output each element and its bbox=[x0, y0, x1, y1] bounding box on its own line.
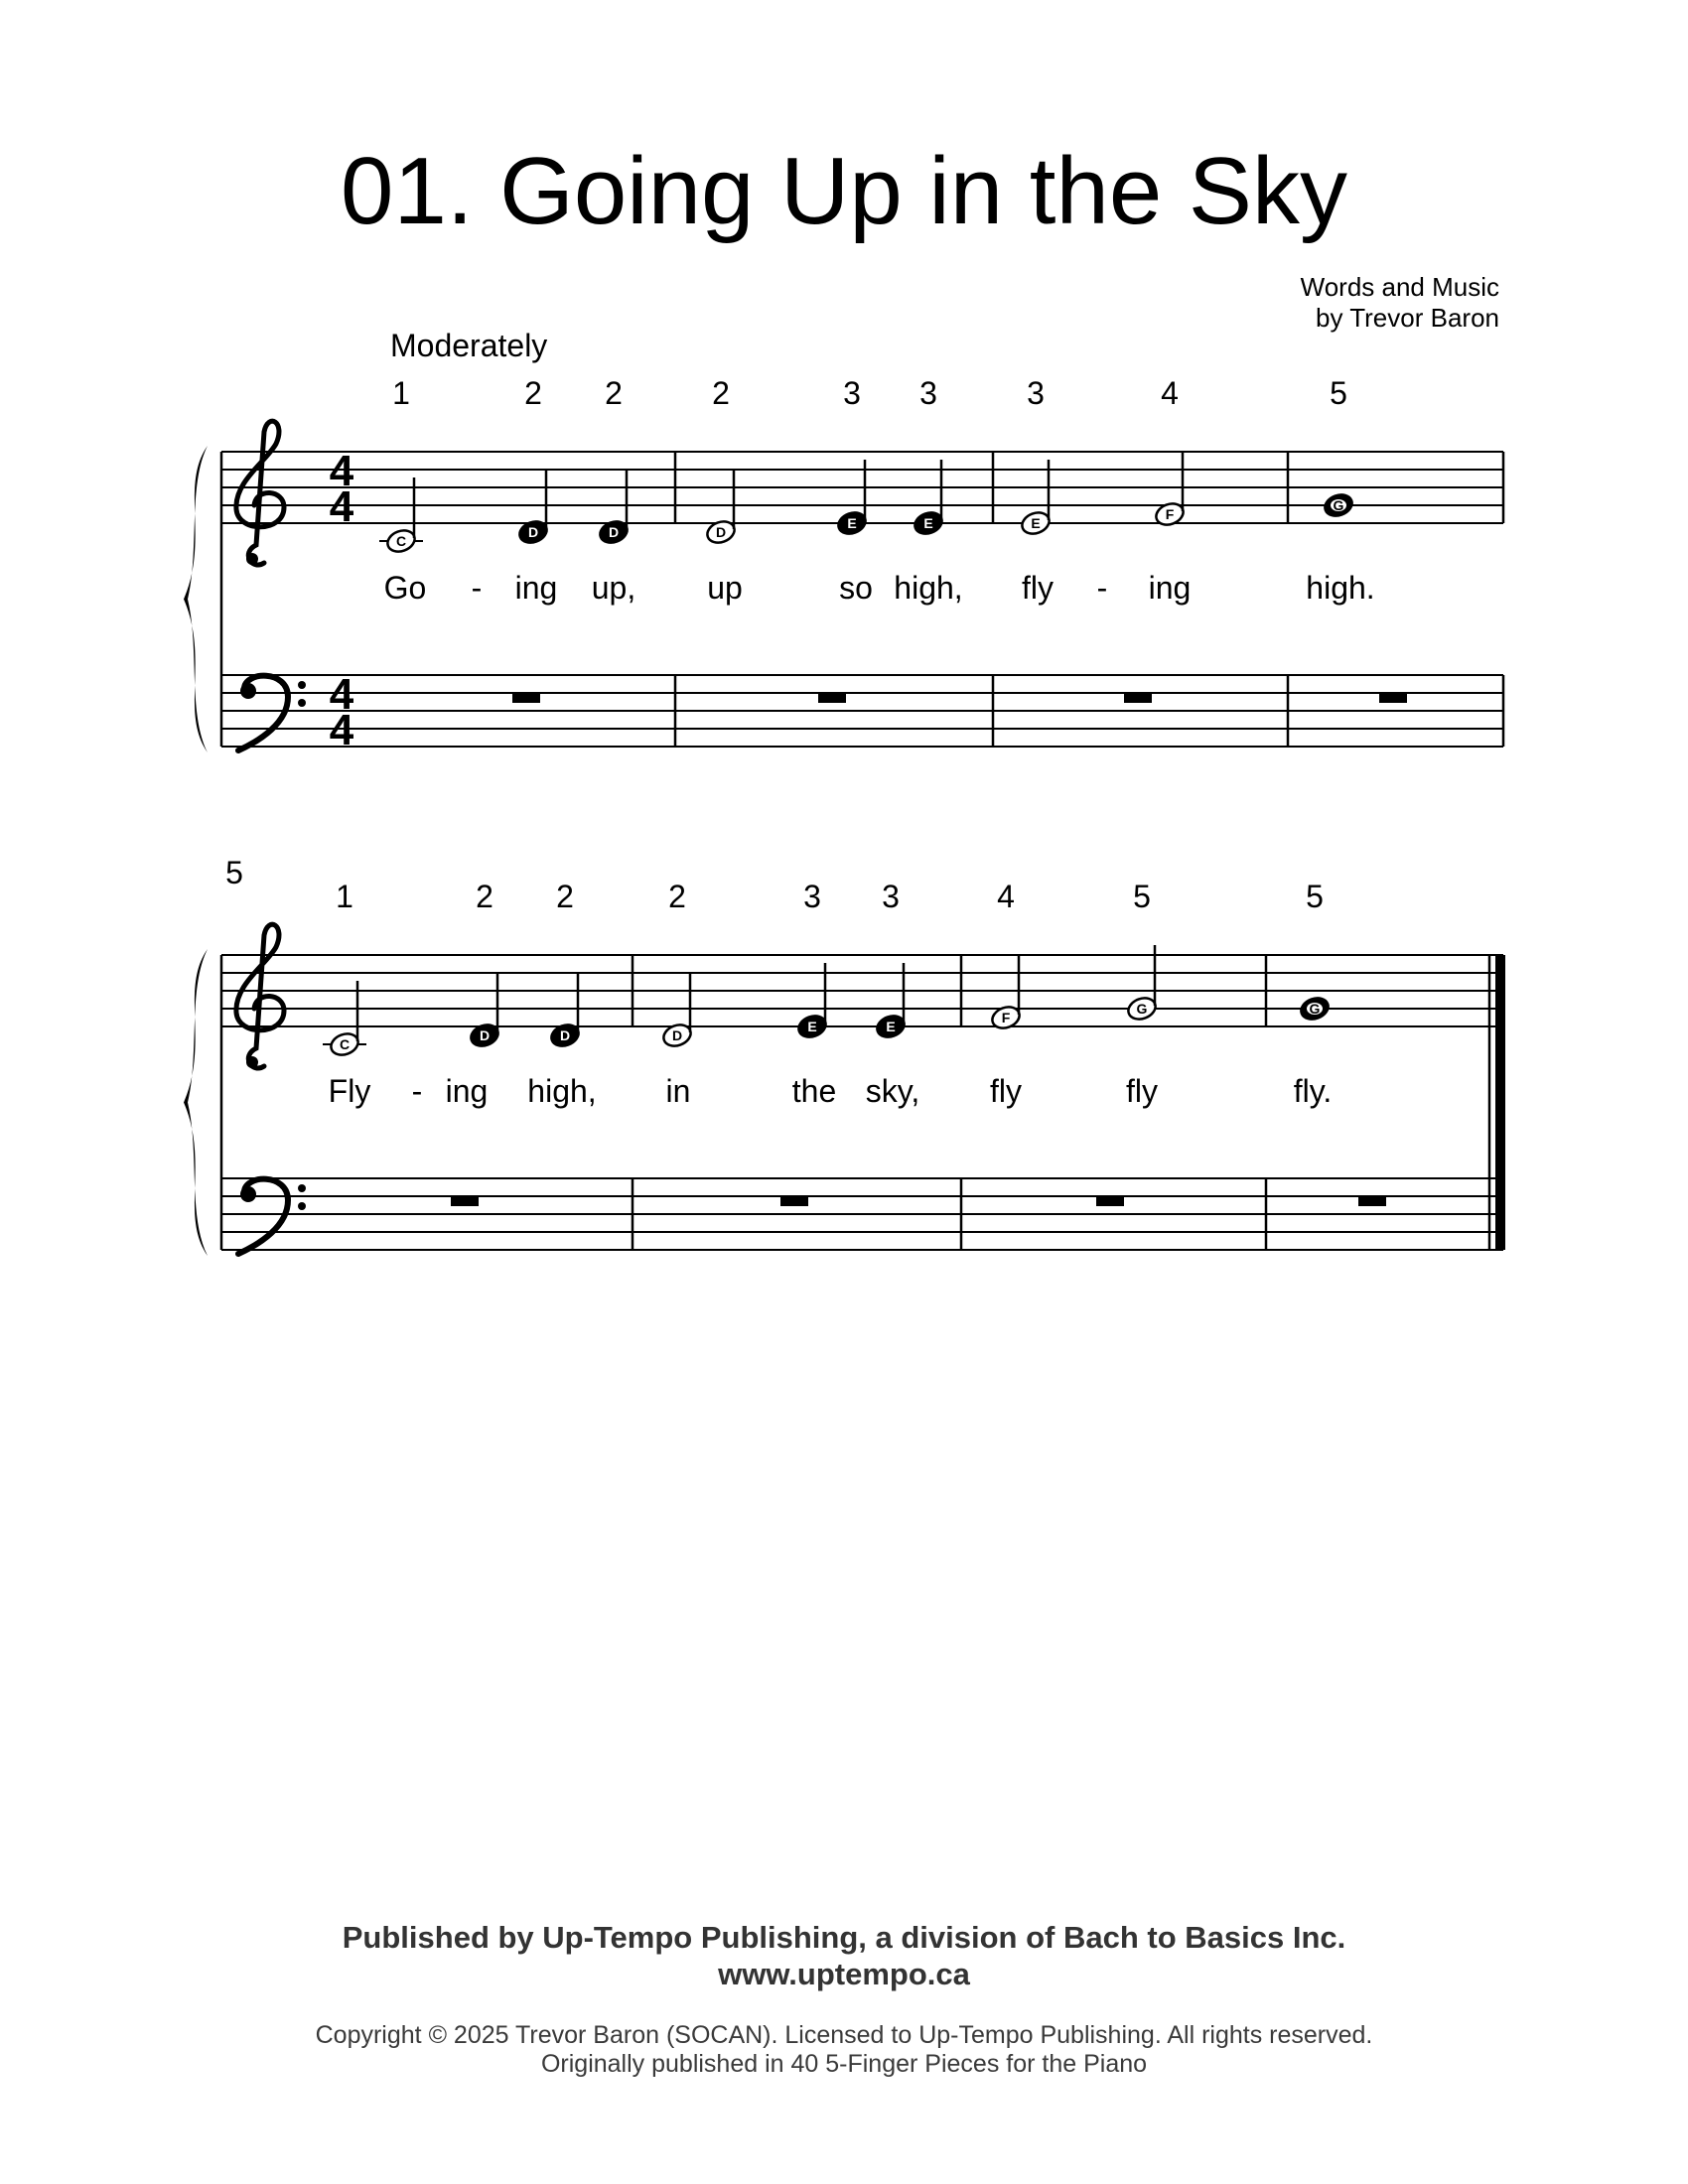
note-letter: E bbox=[847, 515, 857, 531]
brace bbox=[184, 446, 208, 752]
lyric-syllable: in bbox=[665, 1073, 691, 1109]
measure-3 bbox=[1019, 375, 1191, 606]
note-d bbox=[468, 972, 500, 1049]
treble-time-sig-beats: 4 bbox=[329, 447, 354, 495]
note-g bbox=[1322, 491, 1354, 519]
note-letter: E bbox=[886, 1019, 896, 1034]
note-d bbox=[660, 972, 693, 1049]
note-letter: G bbox=[1309, 1001, 1321, 1017]
note-g bbox=[1125, 945, 1158, 1023]
lyric-syllable: high, bbox=[527, 1073, 597, 1109]
lyric-syllable: ing bbox=[514, 570, 558, 606]
lyric-syllable: Fly bbox=[328, 1073, 371, 1109]
note-d bbox=[516, 469, 549, 546]
fingering-number: 4 bbox=[997, 879, 1015, 914]
bass-clef-dot bbox=[298, 681, 306, 689]
whole-rest bbox=[1124, 693, 1152, 703]
fingering-number: 1 bbox=[392, 375, 410, 411]
system-2 bbox=[184, 855, 1505, 1256]
note-e bbox=[874, 963, 907, 1040]
whole-rest bbox=[780, 1196, 808, 1206]
treble-time-sig-unit: 4 bbox=[329, 482, 354, 531]
lyric-syllable: Go bbox=[383, 570, 427, 606]
note-letter: G bbox=[1136, 1001, 1148, 1017]
note-c bbox=[379, 478, 423, 555]
lyric-syllable: high. bbox=[1306, 570, 1375, 606]
page-title: 01. Going Up in the Sky bbox=[341, 138, 1347, 244]
bass-clef-dot bbox=[298, 1202, 306, 1210]
lyric-syllable: - bbox=[1096, 570, 1108, 606]
fingering-number: 2 bbox=[524, 375, 542, 411]
lyric-syllable: fly. bbox=[1293, 1073, 1333, 1109]
measure-2 bbox=[704, 375, 962, 606]
fingering-number: 5 bbox=[1330, 375, 1347, 411]
fingering-number: 2 bbox=[476, 879, 493, 914]
note-letter: D bbox=[527, 524, 539, 540]
tempo-marking: Moderately bbox=[390, 328, 548, 363]
treble-clef-icon bbox=[236, 924, 284, 1068]
note-e bbox=[795, 963, 828, 1040]
fingering-number: 2 bbox=[556, 879, 574, 914]
system-1 bbox=[184, 375, 1503, 754]
measure-1 bbox=[379, 375, 635, 606]
bass-clef-dot bbox=[298, 1184, 306, 1192]
whole-rest bbox=[451, 1196, 479, 1206]
treble-clef-icon bbox=[236, 421, 284, 565]
note-e bbox=[912, 460, 944, 537]
lyric-syllable: so bbox=[839, 570, 873, 606]
whole-rest bbox=[512, 693, 540, 703]
brace bbox=[184, 949, 208, 1256]
publisher-url: www.uptempo.ca bbox=[718, 1957, 970, 1991]
treble-clef-dot bbox=[246, 1056, 258, 1068]
note-letter: D bbox=[608, 524, 620, 540]
note-letter: C bbox=[339, 1036, 351, 1052]
lyric-syllable: ing bbox=[1148, 570, 1192, 606]
fingering-number: 1 bbox=[336, 879, 353, 914]
measure-number: 5 bbox=[225, 855, 243, 890]
note-letter: D bbox=[559, 1027, 571, 1043]
note-e bbox=[835, 460, 868, 537]
note-letter: G bbox=[1333, 497, 1344, 513]
note-letter: D bbox=[671, 1027, 683, 1043]
note-d bbox=[597, 469, 630, 546]
note-d bbox=[548, 972, 581, 1049]
fingering-number: 3 bbox=[1027, 375, 1045, 411]
fingering-number: 2 bbox=[668, 879, 686, 914]
bass-time-sig-beats: 4 bbox=[329, 670, 354, 719]
fingering-number: 3 bbox=[843, 375, 861, 411]
note-f bbox=[1153, 451, 1186, 528]
note-letter: F bbox=[1001, 1010, 1011, 1025]
note-d bbox=[704, 469, 737, 546]
original-publication-line: Originally published in 40 5-Finger Pieces for the Piano bbox=[540, 2050, 1148, 2078]
measure-4 bbox=[1306, 375, 1374, 606]
note-letter: C bbox=[395, 533, 407, 549]
lyric-syllable: up, bbox=[591, 570, 636, 606]
measure-1 bbox=[323, 879, 597, 1109]
whole-rest bbox=[1096, 1196, 1124, 1206]
fingering-number: 2 bbox=[712, 375, 730, 411]
lyric-syllable: fly bbox=[1126, 1073, 1158, 1109]
whole-rest bbox=[1358, 1196, 1386, 1206]
note-letter: E bbox=[923, 515, 933, 531]
note-letter: D bbox=[479, 1027, 491, 1043]
whole-rest bbox=[1379, 693, 1407, 703]
note-f bbox=[989, 954, 1022, 1031]
whole-rest bbox=[818, 693, 846, 703]
publisher-line: Published by Up-Tempo Publishing, a division of Bach to Basics Inc. bbox=[342, 1920, 1346, 1955]
lyric-syllable: - bbox=[471, 570, 483, 606]
lyric-syllable: sky, bbox=[865, 1073, 920, 1109]
fingering-number: 3 bbox=[919, 375, 937, 411]
final-barline-thick bbox=[1495, 955, 1505, 1250]
measure-2 bbox=[660, 879, 919, 1109]
lyric-syllable: fly bbox=[1022, 570, 1054, 606]
lyric-syllable: - bbox=[411, 1073, 423, 1109]
note-c bbox=[323, 981, 366, 1058]
fingering-number: 2 bbox=[605, 375, 623, 411]
fingering-number: 3 bbox=[803, 879, 821, 914]
lyric-syllable: ing bbox=[445, 1073, 489, 1109]
measure-4 bbox=[1294, 879, 1333, 1109]
lyric-syllable: fly bbox=[990, 1073, 1022, 1109]
note-letter: F bbox=[1165, 506, 1175, 522]
credit-line-1: Words and Music bbox=[1300, 272, 1499, 302]
fingering-number: 5 bbox=[1133, 879, 1151, 914]
note-e bbox=[1019, 460, 1052, 537]
note-letter: E bbox=[807, 1019, 817, 1034]
measure-3 bbox=[989, 879, 1158, 1109]
bass-clef-dot bbox=[298, 699, 306, 707]
bass-clef-head bbox=[240, 1186, 256, 1202]
lyric-syllable: the bbox=[791, 1073, 837, 1109]
note-letter: D bbox=[715, 524, 727, 540]
note-g bbox=[1298, 995, 1331, 1023]
credit-line-2: by Trevor Baron bbox=[1316, 303, 1499, 333]
fingering-number: 4 bbox=[1161, 375, 1179, 411]
bass-clef-head bbox=[240, 683, 256, 699]
bass-time-sig-unit: 4 bbox=[329, 706, 354, 754]
fingering-number: 3 bbox=[882, 879, 900, 914]
lyric-syllable: up bbox=[707, 570, 743, 606]
treble-clef-dot bbox=[246, 553, 258, 565]
note-letter: E bbox=[1031, 515, 1041, 531]
fingering-number: 5 bbox=[1306, 879, 1324, 914]
lyric-syllable: high, bbox=[894, 570, 963, 606]
copyright-line: Copyright © 2025 Trevor Baron (SOCAN). Licensed to Up-Tempo Publishing. All rights reserved. bbox=[315, 2021, 1373, 2049]
